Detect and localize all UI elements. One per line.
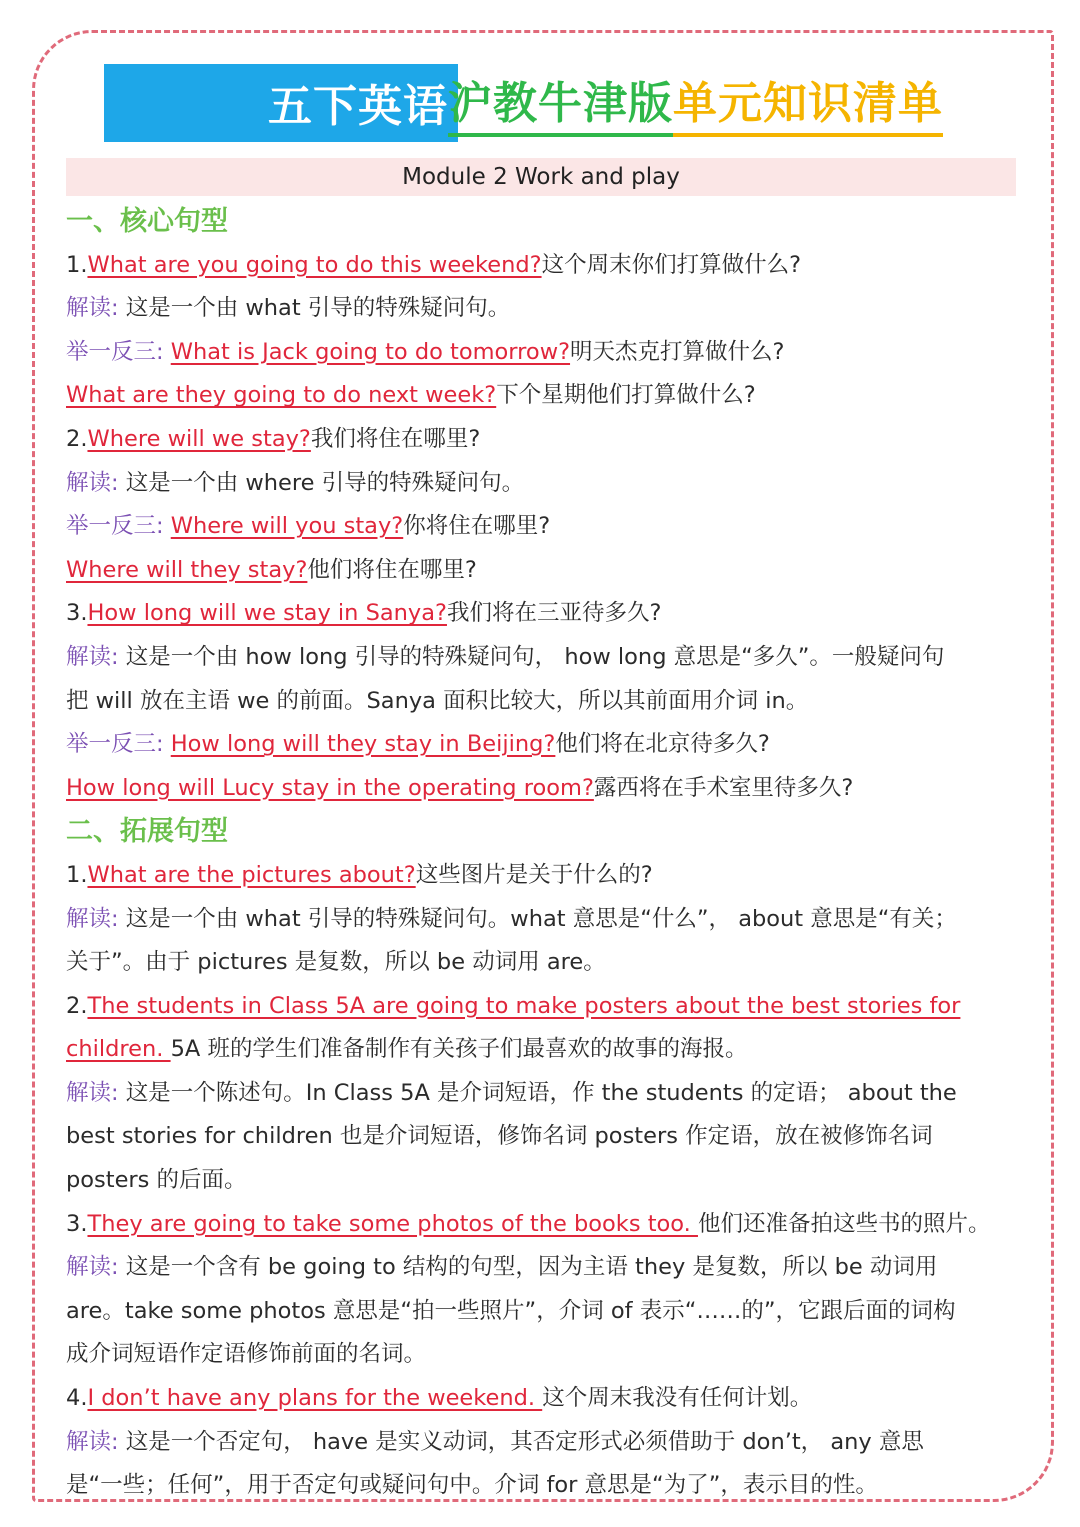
text-line	[66, 244, 1034, 288]
body-text: 3.	[66, 1210, 88, 1237]
example-sentence: What is Jack going to do tomorrow?	[170, 338, 571, 365]
example-sentence: They are going to take some photos of the books too.	[87, 1210, 698, 1237]
example-sentence: What are they going to do next week?	[66, 382, 497, 409]
page-title-banner	[104, 64, 974, 142]
body-text: are。take some photos 意思是“拍一些照片”，介词 of 表示“……的”，它跟后面的词构	[66, 1297, 956, 1324]
content-body	[66, 200, 1034, 1508]
text-line	[66, 1072, 1034, 1116]
body-text: 关于”。由于 pictures 是复数，所以 be 动词用 are。	[66, 949, 606, 976]
label-text: 举一反三:	[66, 731, 171, 758]
body-text: 这是一个由 where 引导的特殊疑问句。	[125, 469, 525, 496]
example-sentence: How long will we stay in Sanya?	[87, 600, 447, 627]
text-line	[66, 854, 1034, 898]
text-line	[66, 680, 1034, 724]
label-text: 解读:	[66, 1254, 126, 1281]
text-line	[66, 592, 1034, 636]
section-heading-text: 一、核心句型	[66, 206, 228, 237]
title-part-checklist: 知识清单	[763, 67, 943, 137]
section-heading	[66, 810, 1034, 854]
body-text: 这是一个含有 be going to 结构的句型，因为主语 they 是复数，所以 be 动词用	[125, 1254, 938, 1281]
text-line	[66, 462, 1034, 506]
text-line	[66, 985, 1034, 1029]
body-text: 这是一个由 what 引导的特殊疑问句。	[125, 295, 511, 322]
body-text: 你将住在哪里?	[403, 513, 551, 540]
body-text: 把 will 放在主语 we 的前面。Sanya 面积比较大，所以其前面用介词 in。	[66, 687, 809, 714]
text-line	[66, 1290, 1034, 1334]
body-text: 2.	[66, 992, 88, 1019]
body-text: 他们将在北京待多久?	[555, 731, 770, 758]
body-text: 这是一个否定句， have 是实义动词，其否定形式必须借助于 don’t， any 意思	[125, 1428, 924, 1455]
body-text: 这个周末我没有任何计划。	[542, 1385, 813, 1412]
text-line	[66, 331, 1034, 375]
body-text: 他们还准备拍这些书的照片。	[697, 1210, 991, 1237]
text-line	[66, 374, 1034, 418]
text-line	[66, 898, 1034, 942]
label-text: 解读:	[66, 905, 126, 932]
body-text: 4.	[66, 1385, 88, 1412]
title-part-edition: 沪教牛津版	[448, 67, 673, 137]
body-text: 这是一个陈述句。In Class 5A 是介词短语，作 the students 的定语； about the	[125, 1079, 957, 1106]
text-line	[66, 287, 1034, 331]
label-text: 解读:	[66, 469, 126, 496]
body-text: 2.	[66, 425, 88, 452]
example-sentence: I don’t have any plans for the weekend.	[87, 1385, 543, 1412]
example-sentence: What are you going to do this weekend?	[87, 251, 542, 278]
example-sentence: How long will they stay in Beijing?	[170, 731, 556, 758]
title-part-unit: 单元	[673, 67, 763, 137]
body-text: 这些图片是关于什么的?	[415, 861, 653, 888]
example-sentence: children.	[66, 1036, 171, 1063]
label-text: 解读:	[66, 1079, 126, 1106]
body-text: 1.	[66, 251, 88, 278]
body-text: best stories for children 也是介词短语，修饰名词 posters 作定语，放在被修饰名词	[66, 1123, 933, 1150]
label-text: 解读:	[66, 643, 126, 670]
body-text: 明天杰克打算做什么?	[570, 338, 785, 365]
body-text: 这是一个由 what 引导的特殊疑问句。what 意思是“什么”， about 意思是“有关；	[125, 905, 957, 932]
text-line	[66, 1115, 1034, 1159]
example-sentence: How long will Lucy stay in the operating room?	[66, 774, 594, 801]
body-text: 下个星期他们打算做什么?	[496, 382, 756, 409]
text-line	[66, 418, 1034, 462]
text-line	[66, 505, 1034, 549]
text-line	[66, 767, 1034, 811]
text-line	[66, 1159, 1034, 1203]
text-line	[66, 941, 1034, 985]
section-heading-text: 二、拓展句型	[66, 816, 228, 848]
label-text: 举一反三:	[66, 338, 171, 365]
body-text: 成介词短语作定语修饰前面的名词。	[66, 1341, 427, 1368]
body-text: 5A 班的学生们准备制作有关孩子们最喜欢的故事的海报。	[170, 1036, 748, 1063]
text-line	[66, 549, 1034, 593]
label-text: 解读:	[66, 1428, 126, 1455]
body-text: 我们将在三亚待多久?	[446, 600, 662, 627]
body-text: posters 的后面。	[66, 1167, 247, 1194]
label-text: 举一反三:	[66, 513, 171, 540]
example-sentence: What are the pictures about?	[87, 861, 416, 888]
body-text: 1.	[66, 861, 88, 888]
example-sentence: Where will they stay?	[66, 556, 308, 583]
text-line	[66, 1464, 1034, 1508]
text-line	[66, 1246, 1034, 1290]
title-part-grade: 五下英语	[268, 81, 448, 132]
body-text: 这个周末你们打算做什么?	[541, 251, 802, 278]
text-line	[66, 1377, 1034, 1421]
label-text: 解读:	[66, 295, 126, 322]
example-sentence: Where will we stay?	[87, 425, 311, 452]
text-line	[66, 723, 1034, 767]
module-heading: Module 2 Work and play	[66, 158, 1016, 196]
text-line	[66, 636, 1034, 680]
section-heading	[66, 200, 1034, 244]
page-title	[268, 72, 943, 132]
text-line	[66, 1421, 1034, 1465]
body-text: 是“一些；任何”，用于否定句或疑问句中。介词 for 意思是“为了”，表示目的性。	[66, 1472, 878, 1499]
body-text: 他们将住在哪里?	[307, 556, 477, 583]
example-sentence: The students in Class 5A are going to make posters about the best stories for	[87, 992, 961, 1019]
body-text: 露西将在手术室里待多久?	[593, 774, 854, 801]
body-text: 这是一个由 how long 引导的特殊疑问句， how long 意思是“多久”。一般疑问句	[125, 643, 945, 670]
body-text: 3.	[66, 600, 88, 627]
text-line	[66, 1203, 1034, 1247]
body-text: 我们将住在哪里?	[310, 425, 481, 452]
example-sentence: Where will you stay?	[170, 513, 404, 540]
text-line	[66, 1028, 1034, 1072]
text-line	[66, 1333, 1034, 1377]
